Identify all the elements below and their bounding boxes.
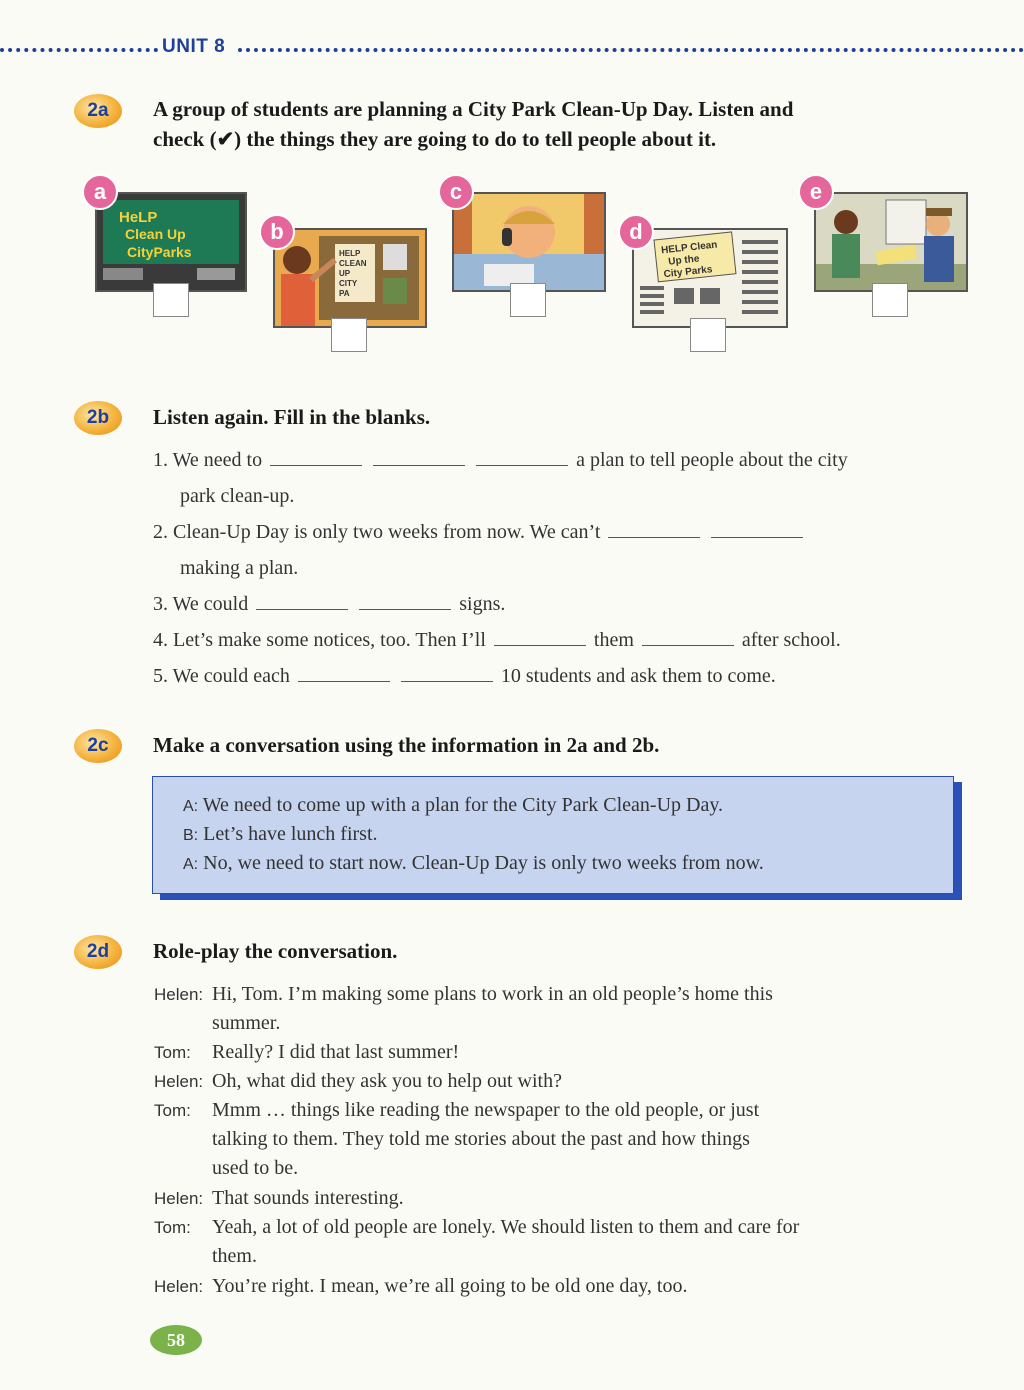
picture-c-phone [452, 192, 606, 292]
answer-blank[interactable] [608, 521, 700, 538]
fill-item-4 [153, 627, 841, 653]
item-text: after school. [741, 629, 841, 651]
picture-letter-a: a [82, 174, 118, 210]
answer-blank[interactable] [642, 629, 734, 646]
section-2a-title-line1: A group of students are planning a City Park Clean-Up Day. Listen and [153, 97, 794, 121]
section-badge-2b: 2b [74, 401, 122, 435]
item-text: a plan to tell people about the city [576, 449, 848, 471]
dialog-speaker: Helen: [154, 1277, 204, 1296]
dialog-line: Really? I did that last summer! [212, 1041, 460, 1063]
speaker-label: B: [183, 827, 199, 844]
item-text: Let’s make some notices, too. Then I’ll [173, 629, 486, 651]
section-2c-title: Make a conversation using the information in 2a and 2b. [153, 733, 660, 757]
dialog-speaker: Tom: [154, 1101, 191, 1120]
fill-item-1 [153, 447, 848, 473]
item-text: 10 students and ask them to come. [500, 665, 776, 687]
section-badge-2c: 2c [74, 729, 122, 763]
item-number: 1. [153, 449, 168, 471]
conversation-line [183, 849, 764, 879]
section-badge-2d: 2d [74, 935, 122, 969]
dialog-line: talking to them. They told me stories about the past and how things [212, 1128, 750, 1150]
section-badge-2a: 2a [74, 94, 122, 128]
dialog-speaker: Tom: [154, 1043, 191, 1062]
item-text: signs. [459, 593, 506, 615]
checkbox-e[interactable] [872, 283, 908, 317]
item-text: We could each [172, 665, 290, 687]
newspaper-line2: Up the [667, 253, 700, 268]
fill-item-3 [153, 591, 505, 617]
fill-item-1-continued: park clean-up. [180, 485, 295, 507]
tv-sign-line1: HeLP [119, 209, 158, 226]
dialog-line: Oh, what did they ask you to help out with? [212, 1070, 562, 1092]
poster-line4: CITY [339, 279, 358, 288]
answer-blank[interactable] [373, 449, 465, 466]
picture-letter-d: d [618, 214, 654, 250]
item-number: 4. [153, 629, 168, 651]
checkbox-b[interactable] [331, 318, 367, 352]
dialog-line: Mmm … things like reading the newspaper to the old people, or just [212, 1099, 760, 1121]
answer-blank[interactable] [494, 629, 586, 646]
conversation-text: We need to come up with a plan for the City Park Clean-Up Day. [202, 794, 724, 816]
conversation-line [183, 820, 378, 850]
conversation-text: Let’s have lunch first. [203, 823, 378, 845]
newspaper-line3: City Parks [663, 264, 713, 281]
picture-letter-b: b [259, 214, 295, 250]
dialog-speaker: Helen: [154, 1072, 204, 1091]
conversation-line [183, 791, 723, 821]
dialog-line: summer. [212, 1012, 281, 1034]
picture-b-poster [273, 228, 427, 328]
speaker-label: A: [183, 856, 199, 873]
poster-line2: CLEAN [339, 259, 367, 268]
answer-blank[interactable] [401, 665, 493, 682]
dialog-line: used to be. [212, 1157, 299, 1179]
section-2b-title: Listen again. Fill in the blanks. [153, 405, 431, 429]
speaker-label: A: [183, 798, 199, 815]
picture-letter-c: c [438, 174, 474, 210]
section-2d-title: Role-play the conversation. [153, 939, 398, 963]
answer-blank[interactable] [711, 521, 803, 538]
conversation-text: No, we need to start now. Clean-Up Day is only two weeks from now. [203, 852, 764, 874]
answer-blank[interactable] [476, 449, 568, 466]
dialog-speaker: Helen: [154, 985, 204, 1004]
item-number: 2. [153, 521, 168, 543]
item-text: Clean-Up Day is only two weeks from now. We can’t [173, 521, 601, 543]
dialog-line: them. [212, 1245, 257, 1267]
picture-d-newspaper [632, 228, 788, 328]
picture-a-tv [95, 192, 247, 292]
fill-item-2-continued: making a plan. [180, 557, 299, 579]
item-text: We need to [172, 449, 263, 471]
newspaper-line1: HELP Clean [660, 239, 718, 257]
fill-item-2 [153, 519, 806, 545]
header-dots-right [238, 48, 1024, 52]
item-number: 5. [153, 665, 168, 687]
dialog-line: Yeah, a lot of old people are lonely. We should listen to them and care for [212, 1216, 800, 1238]
tv-sign-line2: Clean Up [125, 226, 186, 242]
checkbox-d[interactable] [690, 318, 726, 352]
dialog-line: You’re right. I mean, we’re all going to be old one day, too. [212, 1275, 688, 1297]
poster-line3: UP [339, 269, 351, 278]
checkbox-c[interactable] [510, 283, 546, 317]
dialog-speaker: Helen: [154, 1189, 204, 1208]
section-2a-title-line2: check (✔) the things they are going to do to tell people about it. [153, 127, 717, 151]
unit-label: UNIT 8 [162, 36, 226, 57]
answer-blank[interactable] [256, 593, 348, 610]
item-text: We could [172, 593, 249, 615]
item-number: 3. [153, 593, 168, 615]
item-text: them [593, 629, 634, 651]
page-number: 58 [150, 1325, 202, 1355]
header-dots-left [0, 48, 158, 52]
dialog-line: Hi, Tom. I’m making some plans to work in an old people’s home this [212, 983, 773, 1005]
tv-sign-line3: CityParks [127, 244, 192, 260]
poster-line1: HELP [339, 249, 361, 258]
conversation-box [152, 776, 954, 894]
answer-blank[interactable] [298, 665, 390, 682]
poster-line5: PA [339, 289, 350, 298]
picture-e-flyer [814, 192, 968, 292]
checkbox-a[interactable] [153, 283, 189, 317]
picture-letter-e: e [798, 174, 834, 210]
dialog-speaker: Tom: [154, 1218, 191, 1237]
answer-blank[interactable] [270, 449, 362, 466]
fill-item-5 [153, 663, 776, 689]
dialog-line: That sounds interesting. [212, 1187, 404, 1209]
answer-blank[interactable] [359, 593, 451, 610]
